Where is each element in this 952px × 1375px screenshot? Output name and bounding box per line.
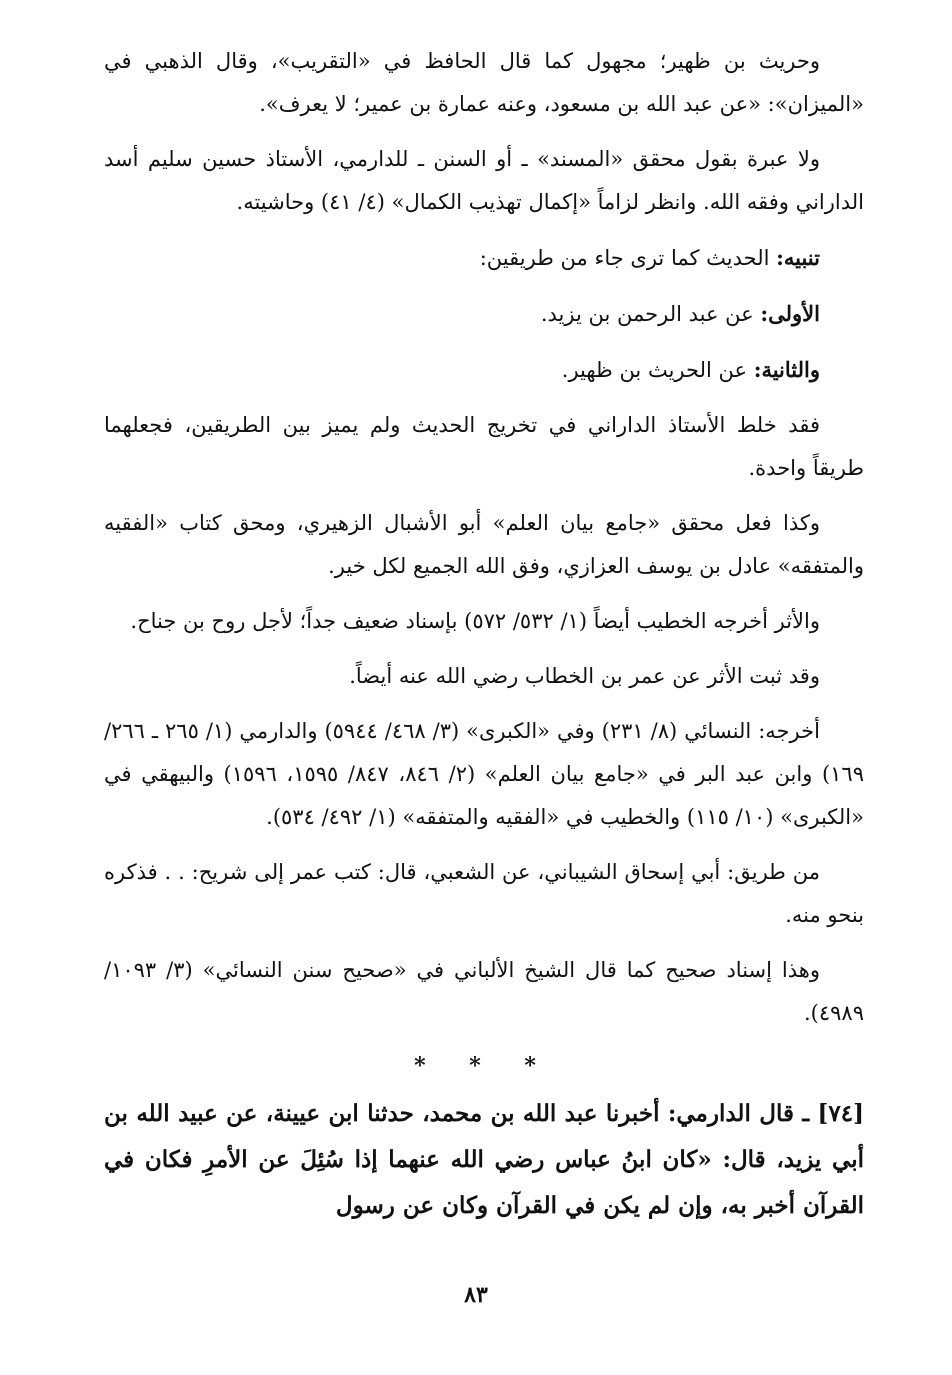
first-route-label: الأولى: — [760, 301, 820, 326]
paragraph-khatib: والأثر أخرجه الخطيب أيضاً (١/ ٥٣٢/ ٥٧٢) بإسناد ضعيف جداً؛ لأجل روح بن جناح. — [130, 609, 820, 633]
paragraph-huraith: وحريث بن ظهير؛ مجهول كما قال الحافظ في «التقريب»، وقال الذهبي في «الميزان»: «عن عبد الله بن مسعود، وعنه عمارة بن عمير؛ لا يعرف». — [104, 49, 864, 116]
paragraph-umar: وقد ثبت الأثر عن عمر بن الخطاب رضي الله عنه أيضاً. — [349, 664, 820, 688]
second-route — [104, 348, 864, 392]
note-text: الحديث كما ترى جاء من طريقين: — [479, 246, 770, 270]
second-route-text: عن الحريث بن ظهير. — [561, 358, 747, 382]
paragraph-darani: ولا عبرة بقول محقق «المسند» ـ أو السنن ـ للدارمي، الأستاذ حسين سليم أسد الداراني وفقه الله. وانظر لزاماً «إكمال تهذيب الكمال» (٤/ ٤١) وحاشيته. — [104, 147, 864, 214]
note-label: تنبيه: — [776, 245, 820, 270]
paragraph-others: وكذا فعل محقق «جامع بيان العلم» أبو الأشبال الزهيري، ومحق كتاب «الفقيه والمتفقه» عادل بن يوسف العزازي، وفق الله الجميع لكل خير. — [104, 511, 864, 578]
second-route-label: والثانية: — [753, 357, 820, 382]
paragraph-mixing: فقد خلط الأستاذ الداراني في تخريج الحديث ولم يميز بين الطريقين، فجعلهما طريقاً واحدة. — [104, 413, 864, 480]
section-separator: * * * — [414, 1053, 554, 1079]
paragraph-takhrij: أخرجه: النسائي (٨/ ٢٣١) وفي «الكبرى» (٣/ ٤٦٨/ ٥٩٤٤) والدارمي (١/ ٢٦٥ ـ ٢٦٦/ ١٦٩) وابن عبد البر في «جامع بيان العلم» (٢/ ٨٤٦، ٨٤٧/ ١٥٩٥، ١٥٩٦) والبيهقي في «الكبرى» (١٠/ ١١٥) والخطيب في «الفقيه والمتفقه» (١/ ٤٩٢/ ٥٣٤). — [104, 719, 864, 829]
paragraph-route: من طريق: أبي إسحاق الشيباني، عن الشعبي، قال: كتب عمر إلى شريح: . . فذكره بنحو منه. — [104, 860, 864, 927]
first-route-text: عن عبد الرحمن بن يزيد. — [540, 302, 754, 326]
page-number: ٨٣ — [464, 1282, 488, 1308]
first-route — [104, 292, 864, 336]
note-paragraph — [104, 236, 864, 280]
hadith-text: [٧٤] ـ قال الدارمي: أخبرنا عبد الله بن محمد، حدثنا ابن عيينة، عن عبيد الله بن أبي يزيد، قال: «كان ابنُ عباس رضي الله عنهما إذا سُئِلَ عن الأمرِ فكان في القرآن أخبر به، وإن لم يكن في القرآن وكان عن رسول — [104, 1100, 865, 1219]
paragraph-albani: وهذا إسناد صحيح كما قال الشيخ الألباني في «صحيح سنن النسائي» (٣/ ١٠٩٣/ ٤٩٨٩). — [104, 958, 864, 1025]
